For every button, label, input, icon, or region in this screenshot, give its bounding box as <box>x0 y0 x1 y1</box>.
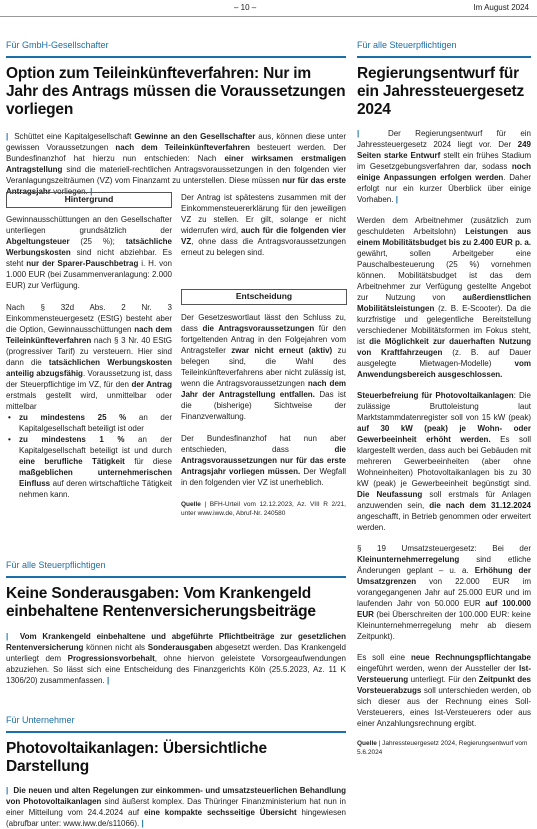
paragraph: Gewinnausschüttungen an den Gesellschafter unterliegen grundsätzlich der Abgeltungsteuer (25 %); tatsächliche Werbungskosten sind nicht abziehbar. Es steht nur der Sparer-Pauschbetrag i. H. von 1.000 EUR (bei Zusammenveranlagung: 2.000 EUR) zur Verfügung. <box>6 215 172 290</box>
paragraph: Der Gesetzeswortlaut lässt den Schluss zu, dass die Antragsvoraussetzungen für den fortgeltenden Antrag in den Folgejahren vom Antragsteller zwar nicht erneut (aktiv) zu belegen sind, die Wahl des Teileinkünfteverfahrens aber nicht zulässig ist, wenn die Antragsvoraussetzungen nach dem Jahr der Antragstellung entfallen. Das ist die (bisherige) Sichtweise der Finanzverwaltung. <box>181 313 347 421</box>
article-kicker: Für alle Steuerpflichtigen <box>6 560 106 570</box>
article-kicker: Für alle Steuerpflichtigen <box>357 40 457 50</box>
paragraph: Der Antrag ist spätestens zusammen mit der Einkommensteuererklärung für den jeweiligen VZ zu stellen. Er gilt, solange er nicht widerrufen wird, auch für die folgenden vier VZ, ohne dass die Antragsvoraussetzungen erneut zu belegen sind. <box>181 193 346 257</box>
article-rule <box>6 576 346 578</box>
article-gmbh <box>6 40 346 197</box>
article-intro: | Schüttet eine Kapitalgesellschaft Gewinne an den Gesellschafter aus, können diese unter gewissen Voraussetzungen nach dem Teileinkünfteverfahren besteuert werden. Der Bundesfinanzhof hat hierzu nun entschieden: Nach einer wirksamen erstmaligen Antragstellung sind die materiell-rechtlichen Antragsvoraussetzungen in den folgenden vier Veranlagungszeiträumen (VZ) vom Finanzamt zu unterstellen. Diese müssen nur für das erste Antragsjahr vorliegen. | <box>6 132 347 196</box>
article-body: | Vom Krankengeld einbehaltene und abgeführte Pflichtbeiträge zur gesetzlichen Rentenversicherung können nicht als Sonderausgaben abgesetzt werden. Das Krankengeld unterliegt dem Progressionsvorbehalt, ohne hiervon geleistete Vorsorgeaufwendungen abzuziehen. So lässt sich eine Entscheidung des Finanzgerichts Köln (25.5.2023, Az. 11 K 1306/20) zusammenfassen. | <box>6 632 347 685</box>
article-rule <box>6 731 346 733</box>
column-hintergrund <box>6 214 172 500</box>
article-body: | Die neuen und alten Regelungen zur einkommen- und umsatzsteuerlichen Behandlung von Photovoltaikanlagen sind äußerst komplex. Das Thüringer Finanzministerium hat nun in einer Mitteilung vom 24.4.2024 auf eine kompakte sechsseitige Übersicht hingewiesen (abrufbar unter: www.iww.de/s11066). | <box>6 786 346 828</box>
article-rule <box>6 56 346 58</box>
section-header-entscheidung: Entscheidung <box>181 289 347 305</box>
article-kicker: Für Unternehmer <box>6 715 75 725</box>
article-title: Regierungsentwurf für ein Jahressteuergesetz 2024 <box>357 65 525 118</box>
page-header <box>0 0 537 17</box>
source-note: Quelle | Jahressteuergesetz 2024, Regierungsentwurf vom 5.6.2024 <box>357 740 528 756</box>
list-item: • zu mindestens 1 % an der Kapitalgesellschaft beteiligt ist und durch eine berufliche Tätigkeit für diese maßgeblichen unternehmerischen Einfluss auf deren wirtschaftliche Tätigkeit nehmen kann. <box>6 434 172 500</box>
article-title: Keine Sonderausgaben: Vom Krankengeld einbehaltene Rentenversicherungsbeiträge <box>6 585 316 620</box>
paragraph: Es soll eine neue Rechnungspflichtangabe eingeführt werden, wenn der Aussteller der Ist-Versteuerung unterliegt. Für den Zeitpunkt des Vorsteuerabzugs soll unterschieden werden, ob sich dieser aus der Rechnung eines Soll-Versteuerers, eines Ist-Versteuerers oder aus einer Anzahlungsrechnung ergibt. <box>357 653 531 728</box>
source-note: Quelle | BFH-Urteil vom 12.12.2023, Az. VIII R 2/21, unter www.iww.de, Abruf-Nr. 240580 <box>181 501 346 517</box>
page-number: – 10 – <box>234 3 257 12</box>
issue-date: Im August 2024 <box>473 3 529 12</box>
section-header-hintergrund: Hintergrund <box>6 192 172 208</box>
article-kicker: Für GmbH-Gesellschafter <box>6 40 109 50</box>
article-title: Photovoltaikanlagen: Übersichtliche Darstellung <box>6 740 267 775</box>
article-title: Option zum Teileinkünfteverfahren: Nur im Jahr des Antrags müssen die Voraussetzungen vorliegen <box>6 65 346 118</box>
paragraph: Der Bundesfinanzhof hat nun aber entschieden, dass die Antragsvoraussetzungen nur für das erste Antragsjahr vorliegen müssen. Der Wegfall in den folgenden vier VZ ist unerheblich. <box>181 434 346 487</box>
column-middle <box>181 192 346 258</box>
article-photovoltaik <box>6 715 346 829</box>
column-entscheidung <box>181 312 346 518</box>
paragraph: Nach § 32d Abs. 2 Nr. 3 Einkommensteuergesetz (EStG) besteht aber die Option, Gewinnausschüttungen nach dem Teileinkünfteverfahren nach § 3 Nr. 40 EStG (progressiver Tarif) zu versteuern. Hier sind dann die tatsächlichen Werbungskosten anteilig abzugsfähig. Voraussetzung ist, dass der Steuerpflichtige im VZ, für den der Antrag erstmals gestellt wird, unmittelbar oder mittelbar <box>6 303 173 411</box>
list-item: • zu mindestens 25 % an der Kapitalgesellschaft beteiligt ist oder <box>6 412 172 434</box>
paragraph: | Der Regierungsentwurf für ein Jahressteuergesetz 2024 liegt vor. Der 249 Seiten starke Entwurf stellt ein frühes Stadium im Gesetzgebungsverfahren dar, sodass noch einige Anpassungen erfolgen werden. Daher erfolgt nur ein kurzer Überblick über einige Vorhaben. | <box>357 129 532 204</box>
article-body <box>357 128 531 729</box>
paragraph: Steuerbefreiung für Photovoltaikanlagen: Die zulässige Bruttoleistung laut Marktstammdatenregister soll von 15 kW (peak) auf 30 kW (peak) je Wohn- oder Gewerbeeinheit erhöht werden. Es soll klargestellt werden, dass auch bei Gebäuden mit mehreren Gewerbeeinheiten (aber ohne Wohneinheiten) Photovoltaikanlagen bis zu 30 kW (peak) je Gewerbeeinheit begünstigt sind. Die Neufassung soll erstmals für Anlagen anzuwenden sein, die nach dem 31.12.2024 angeschafft, in Betrieb genommen oder erweitert werden. <box>357 391 532 532</box>
article-krankengeld <box>6 560 346 686</box>
article-jahressteuergesetz <box>357 40 531 757</box>
paragraph: Werden dem Arbeitnehmer (zusätzlich zum geschuldeten Arbeitslohn) Leistungen aus einem Mobilitätsbudget bis zu 2.400 EUR p. a. gewährt, sollen Arbeitgeber eine Pauschalbesteuerung (25 %) vornehmen können. Mobilitätsbudget ist das dem Arbeitnehmer zur Verfügung gestellte Angebot zur Nutzung von außerdienstlichen Mobilitätsleistungen (z. B. E-Scooter). Da die kurzfristige und gelegentliche Bereitstellung verschiedener Mobilitätsformen im Fokus steht, ist die Möglichkeit zur dauerhaften Nutzung von Kraftfahrzeugen (z. B. auf Dauer ausgelegte Mietwagen-Modelle) vom Anwendungsbereich ausgeschlossen. <box>357 216 531 379</box>
article-rule <box>357 56 531 58</box>
paragraph: § 19 Umsatzsteuergesetz: Bei der Kleinunternehmerregelung sind etliche Änderungen geplant – u. a. Erhöhung der Umsatzgrenzen von 22.000 EUR im vorangegangenen Jahr auf 25.000 EUR und im laufenden Jahr von 50.000 EUR auf 100.000 EUR (bei Überschreiten der 100.000 EUR: keine Kleinunternehmerregelung mehr ab diesem Zeitpunkt). <box>357 544 532 641</box>
